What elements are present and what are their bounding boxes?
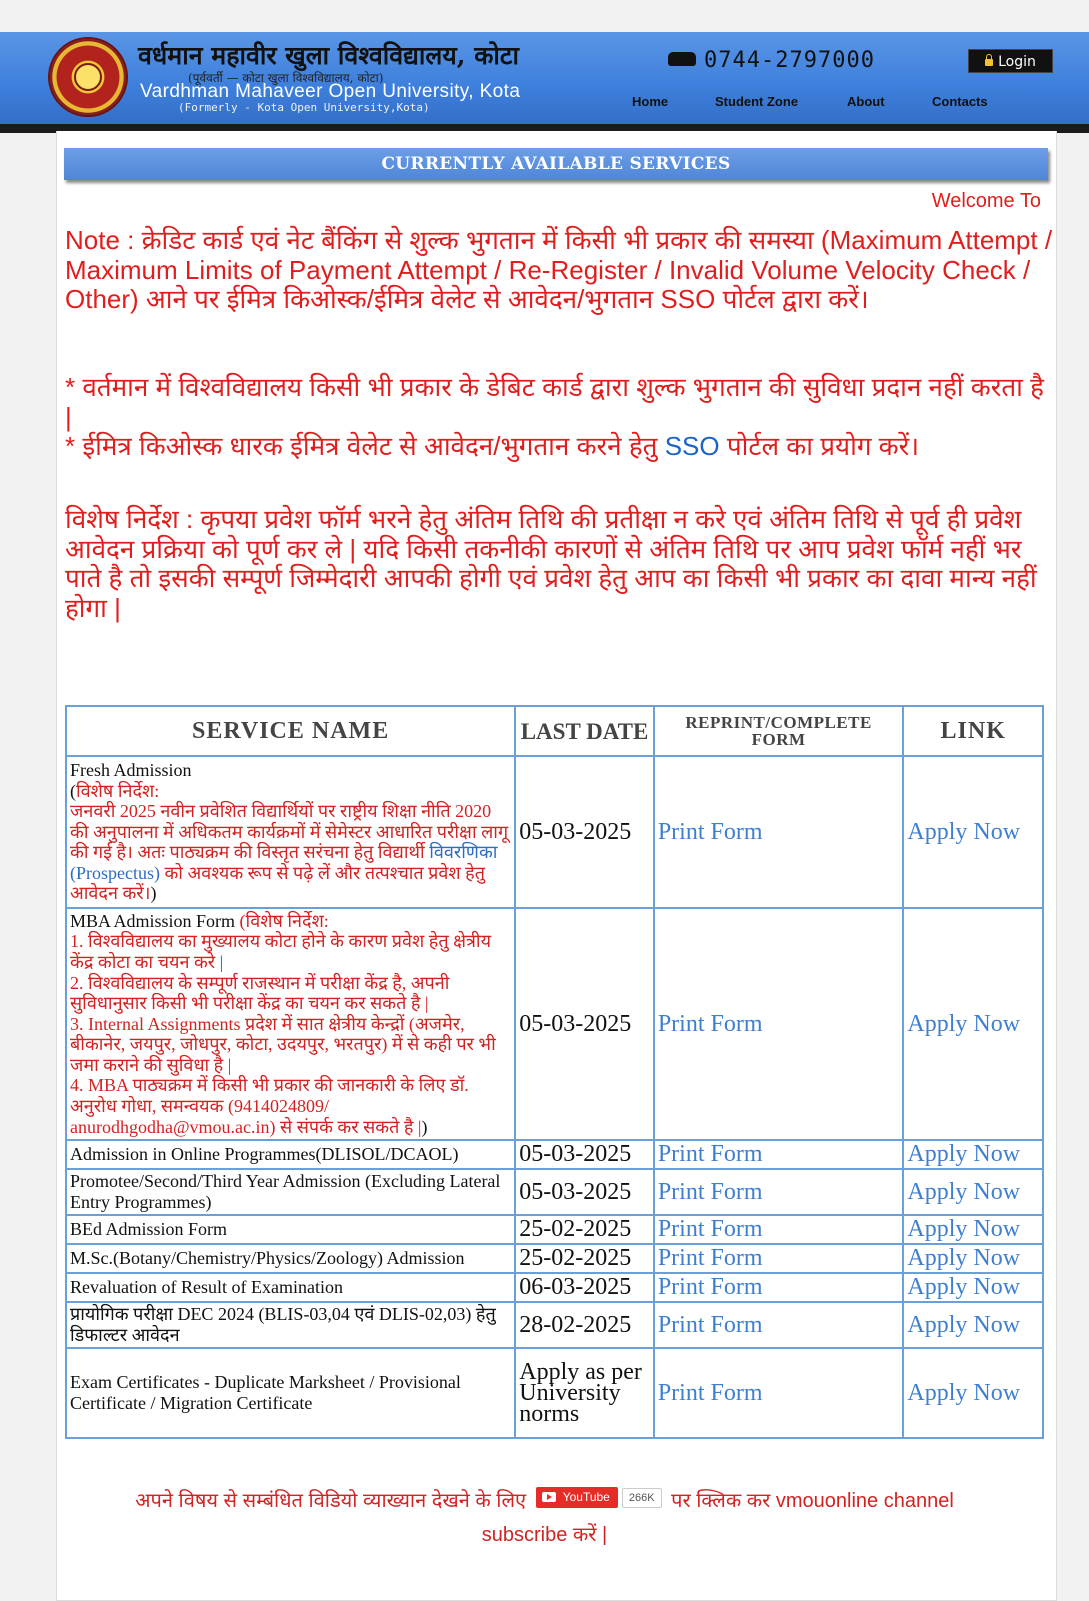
print-form-link[interactable]: Print Form [654, 1244, 904, 1273]
service-name: Revaluation of Result of Examination [66, 1273, 515, 1302]
note-debit-card: * वर्तमान में विश्वविद्यालय किसी भी प्रकार के डेबिट कार्ड द्वारा शुल्क भुगतान की सुविधा प्रदान नहीं करता है | [65, 372, 1044, 432]
sso-link[interactable]: SSO [664, 431, 720, 461]
youtube-button[interactable] [536, 1487, 618, 1508]
last-date: 28-02-2025 [515, 1302, 654, 1348]
apply-now-link[interactable]: Apply Now [903, 1169, 1043, 1215]
telephone-icon [668, 52, 696, 66]
special-instruction-label: विशेष निर्देश: [76, 780, 160, 801]
service-name: BEd Admission Form [66, 1215, 515, 1244]
footer-text-before: अपने विषय से सम्बंधित विडियो व्याख्यान देखने के लिए [135, 1490, 527, 1512]
university-title-english: Vardhman Mahaveer Open University, Kota [140, 81, 521, 102]
table-row [66, 1140, 1043, 1169]
apply-now-link[interactable]: Apply Now [903, 1244, 1043, 1273]
last-date: 05-03-2025 [515, 908, 654, 1140]
mba-note-4: 4. MBA पाठ्यक्रम में किसी भी प्रकार की जानकारी के लिए डॉ. अनुरोध गोधा, समन्वयक (9414024809/ anurodhgodha@vmou.ac.in) से संपर्क कर सकते है | [70, 1075, 469, 1137]
service-note: जनवरी 2025 नवीन प्रवेशित विद्यार्थियों पर राष्ट्रीय शिक्षा नीति 2020 की अनुपालना में अधिकतम कार्यक्रमों में सेमेस्टर आधारित परीक्षा लागू की गई है। अतः पाठ्यक्रम की विस्तृत सरंचना हेतु विद्यार्थी [70, 801, 509, 863]
print-form-link[interactable]: Print Form [654, 1302, 904, 1348]
mba-note-3: 3. Internal Assignments प्रदेश में सात क्षेत्रीय केन्द्रों (अजमेर, बीकानेर, जयपुर, जोधपुर, कोटा, उदयपुर, भरतपुर) में से कही पर भी जमा कराने की सुविधा है | [70, 1013, 496, 1075]
university-subtitle-hindi: (पूर्ववर्ती — कोटा खुला विश्वविद्यालय, कोटा) [188, 71, 384, 85]
last-date: 25-02-2025 [515, 1215, 654, 1244]
special-instruction-label: (विशेष निर्देश: [239, 910, 329, 931]
note-payment: Note : क्रेडिट कार्ड एवं नेट बैंकिंग से शुल्क भुगतान में किसी भी प्रकार की समस्या (Maximum Attempt / Maximum Limits of Payment Attempt / Re-Register / Invalid Volume Velocity Check / Other) आने पर ईमित्र किओस्क/ईमित्र वेलेट से आवेदन/भुगतान SSO पोर्टल द्वारा करें। [65, 225, 1053, 314]
last-date: 05-03-2025 [515, 1169, 654, 1215]
service-name: M.Sc.(Botany/Chemistry/Physics/Zoology) Admission [66, 1244, 515, 1273]
paren-close: ) [421, 1116, 428, 1137]
table-row [66, 1348, 1043, 1438]
paren-open: ( [70, 780, 76, 801]
paren-close: ) [150, 883, 157, 904]
apply-now-link[interactable]: Apply Now [903, 1273, 1043, 1302]
services-table [65, 705, 1044, 1439]
service-title: Fresh Admission [70, 759, 192, 780]
service-name: Promotee/Second/Third Year Admission (Excluding Lateral Entry Programmes) [66, 1169, 515, 1215]
mba-note-1: 1. विश्वविद्यालय का मुख्यालय कोटा होने के कारण प्रवेश हेतु क्षेत्रीय केंद्र कोटा का चयन करे | [70, 931, 492, 972]
service-note-end: को अवश्यक रूप से पढ़े लें और तत्पश्चात प्रवेश हेतु आवेदन करें। [70, 862, 485, 904]
note-sso-prefix: * ईमित्र किओस्क धारक ईमित्र वेलेट से आवेदन/भुगतान करने हेतु [65, 431, 665, 461]
table-row [66, 1244, 1043, 1273]
table-row [66, 1273, 1043, 1302]
university-subtitle-english: (Formerly - Kota Open University,Kota) [178, 101, 430, 114]
footer-text-after: पर क्लिक कर vmouonline channel [671, 1490, 954, 1512]
last-date: 25-02-2025 [515, 1244, 654, 1273]
phone-text: 0744-2797000 [704, 48, 875, 73]
lock-icon [985, 59, 993, 66]
header-service-name: SERVICE NAME [66, 706, 515, 756]
table-row [66, 908, 1043, 1140]
print-form-link[interactable]: Print Form [654, 756, 904, 908]
footer-subscribe-line: subscribe करें | [481, 1524, 608, 1546]
mba-note-2: 2. विश्वविद्यालय के सम्पूर्ण राजस्थान में परीक्षा केंद्र है, अपनी सुविधानुसार किसी भी परीक्षा केंद्र का चयन कर सकते है | [70, 972, 450, 1014]
print-form-link[interactable]: Print Form [654, 1348, 904, 1438]
note-special-instruction: विशेष निर्देश : कृपया प्रवेश फॉर्म भरने हेतु अंतिम तिथि की प्रतीक्षा न करे एवं अंतिम तिथि से पूर्व ही प्रवेश आवेदन प्रक्रिया को पूर्ण कर ले | यदि किसी तकनीकी कारणों से अंतिम तिथि पर आप प्रवेश फॉर्म नहीं भर पाते है तो इसकी सम्पूर्ण जिम्मेदारी आपकी होगी एवं प्रवेश हेतु आप का किसी भी प्रकार का दावा मान्य नहीं होगा | [65, 504, 1037, 623]
apply-now-link[interactable]: Apply Now [903, 1302, 1043, 1348]
last-date: 05-03-2025 [515, 756, 654, 908]
service-name: प्रायोगिक परीक्षा DEC 2024 (BLIS-03,04 एवं DLIS-02,03) हेतु डिफाल्टर आवेदन [66, 1302, 515, 1348]
nav-about[interactable]: About [847, 94, 885, 109]
youtube-play-icon [542, 1492, 556, 1502]
youtube-subscriber-count: 266K [622, 1488, 662, 1508]
phone-number [668, 48, 875, 73]
login-label: Login [998, 54, 1036, 70]
note-sso [65, 432, 1055, 462]
nav-contacts[interactable]: Contacts [932, 94, 988, 109]
print-form-link[interactable]: Print Form [654, 908, 904, 1140]
header-reprint: REPRINT/COMPLETE FORM [654, 706, 904, 756]
table-row [66, 1215, 1043, 1244]
login-button[interactable] [968, 49, 1053, 73]
apply-now-link[interactable]: Apply Now [903, 1348, 1043, 1438]
nav-student-zone[interactable]: Student Zone [715, 94, 799, 109]
youtube-subscribe-widget[interactable] [536, 1486, 662, 1509]
note-sso-suffix: पोर्टल का प्रयोग करें। [719, 431, 920, 461]
last-date: 05-03-2025 [515, 1140, 654, 1169]
print-form-link[interactable]: Print Form [654, 1169, 904, 1215]
print-form-link[interactable]: Print Form [654, 1140, 904, 1169]
print-form-link[interactable]: Print Form [654, 1215, 904, 1244]
service-name [66, 756, 515, 908]
service-name: Admission in Online Programmes(DLISOL/DCAOL) [66, 1140, 515, 1169]
nav-home[interactable]: Home [632, 94, 669, 109]
service-name [66, 908, 515, 1140]
table-row [66, 1302, 1043, 1348]
print-form-link[interactable]: Print Form [654, 1273, 904, 1302]
apply-now-link[interactable]: Apply Now [903, 756, 1043, 908]
university-title-hindi: वर्धमान महावीर खुला विश्वविद्यालय, कोटा [138, 41, 519, 70]
last-date: 06-03-2025 [515, 1273, 654, 1302]
apply-now-link[interactable]: Apply Now [903, 1140, 1043, 1169]
apply-now-link[interactable]: Apply Now [903, 908, 1043, 1140]
youtube-label: YouTube [562, 1490, 610, 1505]
table-row [66, 1169, 1043, 1215]
footer-youtube-line [0, 1486, 1089, 1513]
last-date: Apply as per University norms [515, 1348, 654, 1438]
prospectus-link[interactable]: विवरणिका (Prospectus) [70, 842, 498, 883]
welcome-marquee: Welcome To [931, 190, 1041, 212]
header-link: LINK [903, 706, 1043, 756]
site-header [0, 32, 1089, 133]
university-logo-icon[interactable] [50, 39, 126, 115]
apply-now-link[interactable]: Apply Now [903, 1215, 1043, 1244]
service-title: MBA Admission Form [70, 910, 240, 931]
table-row [66, 756, 1043, 908]
header-last-date: LAST DATE [515, 706, 654, 756]
table-header-row [66, 706, 1043, 756]
service-name: Exam Certificates - Duplicate Marksheet / Provisional Certificate / Migration Certificate [66, 1348, 515, 1438]
services-banner: CURRENTLY AVAILABLE SERVICES [64, 148, 1048, 180]
